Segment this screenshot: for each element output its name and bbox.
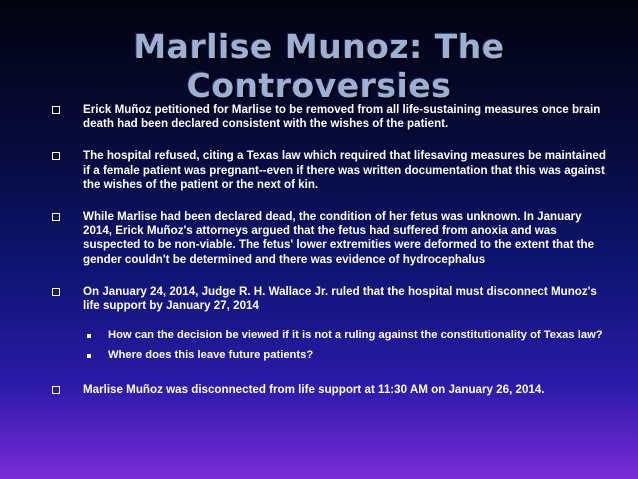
bullet-item (52, 103, 612, 131)
sub-bullet-text: How can the decision be viewed if it is not a ruling against the constitutionality of Texas law? (108, 329, 603, 342)
checkbox-bullet-icon (52, 152, 60, 160)
bullet-item (52, 383, 612, 397)
checkbox-bullet-icon (52, 386, 60, 394)
bullet-text: The hospital refused, citing a Texas law which required that lifesaving measures be maintained if a female patient was pregnant--even if there was written documentation that this was against the wishes of the patient or the next of kin. (83, 149, 606, 191)
bullet-item (52, 285, 612, 313)
bullet-text: Marlise Muñoz was disconnected from life support at 11:30 AM on January 26, 2014. (83, 382, 545, 396)
bullet-list (52, 103, 612, 397)
sub-bullet-text: Where does this leave future patients? (108, 349, 314, 362)
bullet-item (52, 149, 612, 192)
square-bullet-icon (87, 334, 91, 338)
bullet-text: On January 24, 2014, Judge R. H. Wallace Jr. ruled that the hospital must disconnect Munoz's life support by January 27, 2014 (83, 284, 597, 313)
checkbox-bullet-icon (52, 106, 60, 114)
bullet-text: Erick Muñoz petitioned for Marlise to be removed from all life-sustaining measures once brain death had been declared consistent with the wishes of the patient. (83, 103, 601, 131)
bullet-item (52, 210, 612, 267)
sub-bullet-item (52, 349, 612, 363)
slide-title: Marlise Munoz: The Controversies (133, 27, 505, 105)
square-bullet-icon (87, 354, 91, 358)
sub-bullet-item (52, 329, 612, 343)
checkbox-bullet-icon (52, 213, 60, 221)
checkbox-bullet-icon (52, 288, 60, 296)
bullet-text: While Marlise had been declared dead, the condition of her fetus was unknown. In January 2014, Erick Muñoz's attorneys argued that the fetus had suffered from anoxia and was suspected to be non-viable. The fetus' lower extremities were deformed to the extent that the gender couldn't be determined and there was evidence of hydrocephalus (83, 210, 595, 266)
